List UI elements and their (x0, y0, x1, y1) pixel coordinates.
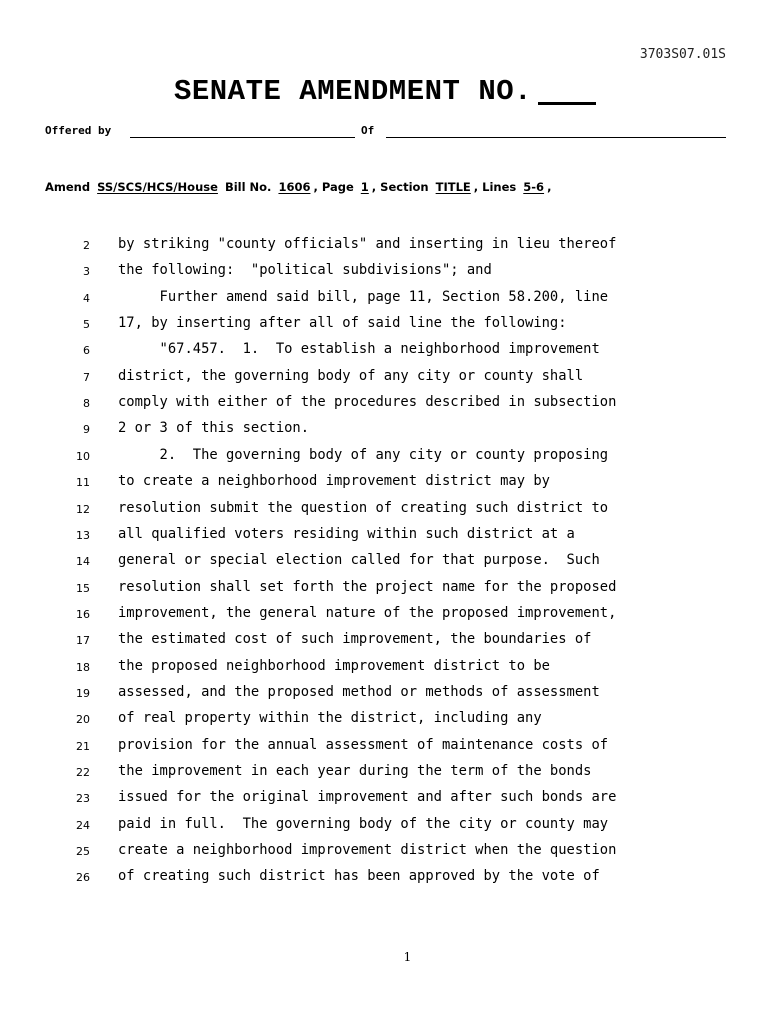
section-value: TITLE (435, 180, 471, 194)
text-line (0, 816, 770, 836)
line-text: 2 or 3 of this section. (118, 420, 310, 437)
text-line (0, 341, 770, 361)
line-number: 22 (76, 766, 90, 779)
line-number: 18 (76, 660, 90, 674)
line-number: 11 (76, 476, 90, 490)
line-number: 9 (83, 423, 90, 437)
line-number: 7 (83, 370, 90, 384)
line-number: 4 (83, 291, 90, 305)
offered-by-label: Offered by (45, 124, 112, 137)
page-value: 1 (360, 180, 369, 194)
text-line (0, 658, 770, 678)
line-text: resolution submit the question of creating such district to (118, 499, 609, 516)
amend-trailing-comma: , (547, 180, 552, 194)
line-number: 10 (76, 449, 90, 463)
line-text: Further amend said bill, page 11, Section 58.200, line (118, 288, 609, 305)
line-number: 16 (76, 607, 90, 621)
amendment-title-text: SENATE AMENDMENT NO. (173, 75, 533, 108)
line-text: 2. The governing body of any city or county proposing (118, 446, 609, 463)
line-text: the improvement in each year during the term of the bonds (118, 763, 592, 779)
line-text: of creating such district has been approved by the vote of (118, 868, 600, 885)
text-line (0, 842, 770, 862)
of-label: Of (361, 124, 375, 137)
line-number: 14 (76, 555, 90, 569)
line-text: general or special election called for that purpose. Such (118, 552, 600, 569)
line-text: comply with either of the procedures described in subsection (118, 394, 617, 411)
text-line (0, 684, 770, 704)
text-line (0, 262, 770, 282)
line-text: 17, by inserting after all of said line the following: (118, 315, 567, 332)
line-number: 15 (76, 581, 90, 595)
text-line (0, 868, 770, 888)
line-number: 25 (76, 845, 90, 859)
text-line (0, 394, 770, 414)
line-number: 3 (83, 265, 90, 279)
line-text: issued for the original improvement and after such bonds are (118, 789, 617, 806)
text-line (0, 737, 770, 757)
line-text: by striking "county officials" and inserting in lieu thereof (118, 236, 617, 252)
line-text: paid in full. The governing body of the city or county may (118, 815, 609, 832)
line-text: improvement, the general nature of the proposed improvement, (118, 604, 617, 621)
text-line (0, 500, 770, 520)
text-line (0, 605, 770, 625)
text-line (0, 368, 770, 388)
text-line (0, 420, 770, 440)
line-text: the proposed neighborhood improvement district to be (118, 657, 550, 674)
line-text: create a neighborhood improvement district when the question (118, 842, 617, 859)
section-label: , Section (371, 180, 429, 194)
text-line (0, 579, 770, 599)
line-number: 26 (76, 871, 90, 885)
text-line (0, 236, 770, 256)
line-text: the estimated cost of such improvement, the boundaries of (118, 631, 592, 648)
line-number: 6 (83, 344, 90, 358)
text-line (0, 710, 770, 730)
line-text: provision for the annual assessment of maintenance costs of (118, 736, 609, 753)
line-text: to create a neighborhood improvement district may by (118, 473, 550, 490)
page-number: 1 (403, 950, 412, 964)
text-line (0, 315, 770, 335)
page-label: , Page (313, 180, 354, 194)
line-number: 21 (76, 739, 90, 753)
line-text: assessed, and the proposed method or methods of assessment (118, 683, 600, 700)
line-number: 17 (76, 634, 90, 648)
text-line (0, 447, 770, 467)
text-line (0, 763, 770, 783)
line-number: 24 (76, 818, 90, 832)
line-number: 5 (83, 318, 90, 332)
text-line (0, 473, 770, 493)
amend-label: Amend (45, 180, 91, 194)
text-line (0, 526, 770, 546)
lines-label: , Lines (473, 180, 517, 194)
text-line (0, 789, 770, 809)
line-text: all qualified voters residing within such district at a (118, 525, 575, 542)
line-number: 12 (76, 502, 90, 516)
amend-line (45, 180, 551, 194)
line-number: 13 (76, 528, 90, 542)
text-line (0, 552, 770, 572)
bill-no-value: 1606 (278, 180, 311, 194)
line-text: the following: "political subdivisions"; and (118, 262, 492, 279)
text-line (0, 289, 770, 309)
line-text: resolution shall set forth the project name for the proposed (118, 578, 617, 595)
line-number: 19 (76, 686, 90, 700)
lines-value: 5-6 (523, 180, 545, 194)
line-number: 23 (76, 792, 90, 806)
line-text: "67.457. 1. To establish a neighborhood improvement (118, 341, 600, 358)
line-text: of real property within the district, including any (118, 710, 542, 727)
text-line (0, 631, 770, 651)
bill-no-label: Bill No. (224, 180, 272, 194)
document-code: 3703S07.01S (639, 47, 726, 62)
line-number: 2 (83, 239, 90, 252)
line-number: 8 (83, 397, 90, 411)
amendment-number-blank (538, 74, 596, 105)
bill-type-value: SS/SCS/HCS/House (97, 180, 218, 194)
amendment-title (0, 74, 770, 108)
line-text: district, the governing body of any city or county shall (118, 367, 584, 384)
of-blank-line (386, 137, 726, 138)
line-number: 20 (76, 713, 90, 727)
offered-by-blank-line (130, 137, 355, 138)
